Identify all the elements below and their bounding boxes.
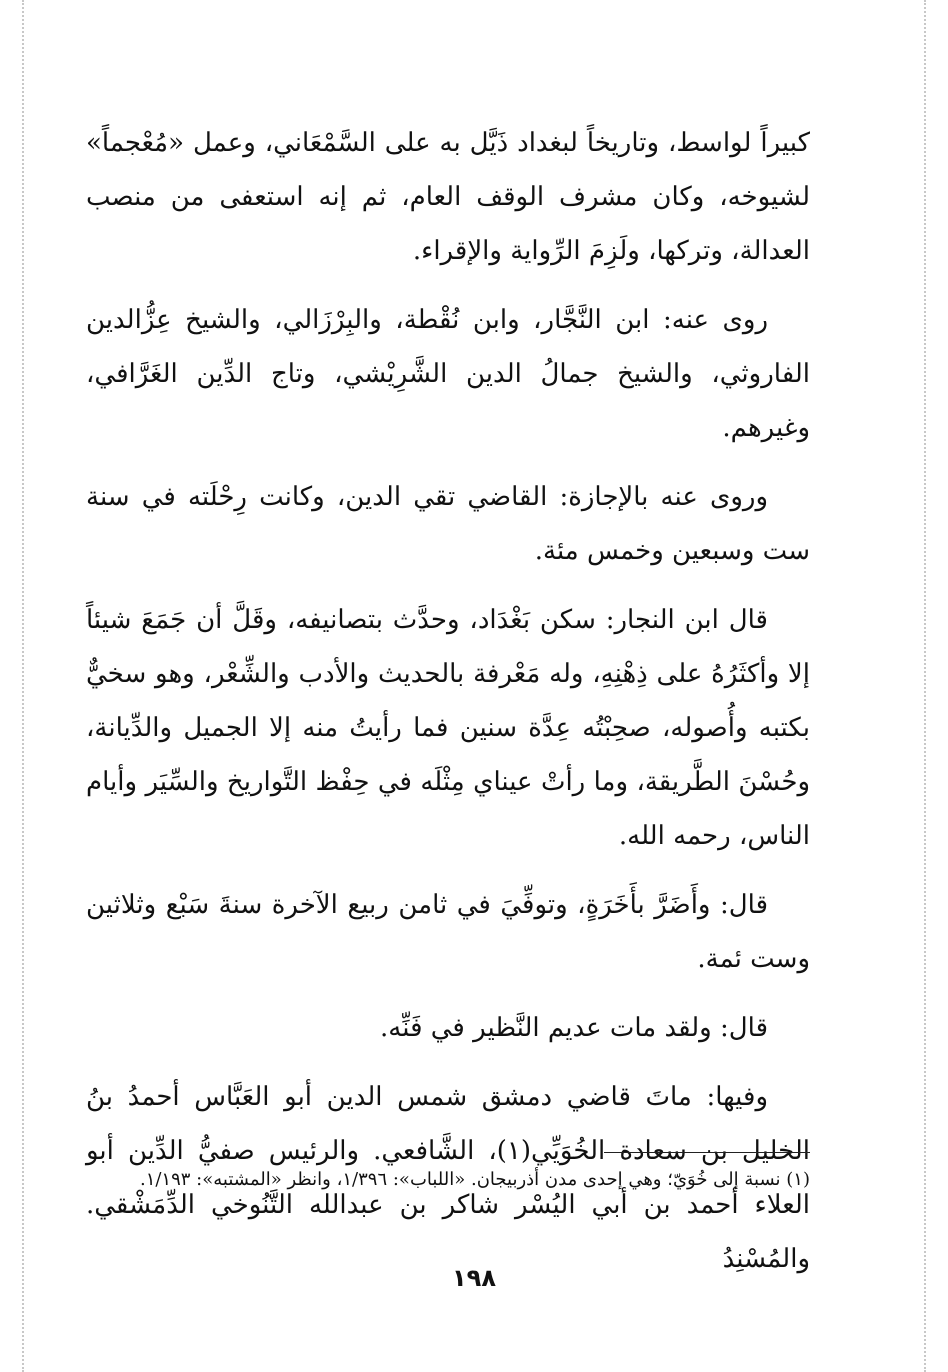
paragraph-2: روى عنه: ابن النَّجَّار، وابن نُقْطة، والبِرْزَالي، والشيخ عِزُّالدين الفاروثي، والشيخ جمالُ الدين الشَّرِيْشي، وتاج الدِّين الغَرَّافي، وغيرهم. [86, 305, 810, 443]
scan-margin-dots-left [22, 0, 24, 1372]
paragraph-6: قال: ولقد مات عديم النَّظير في فَنِّه. [380, 1013, 768, 1043]
footnote: (١) نسبة إلى خُوَيّ؛ وهي إحدى مدن أذربيجان. «اللباب»: ١/٣٩٦، وانظر «المشتبه»: ١/١٩٣. [139, 1169, 810, 1190]
footnote-separator [604, 1152, 810, 1153]
page-number: ١٩٨ [452, 1264, 496, 1292]
paragraph-3: وروى عنه بالإجازة: القاضي تقي الدين، وكانت رِحْلَته في سنة ست وسبعين وخمس مئة. [86, 482, 810, 566]
paragraph-5: قال: وأَضَرَّ بأَخَرَةٍ، وتوفِّيَ في ثامن ربيع الآخرة سنةَ سَبْع وثلاثين وست ئمة. [86, 890, 810, 974]
paragraph-4: قال ابن النجار: سكن بَغْدَاد، وحدَّث بتصانيفه، وقَلَّ أن جَمَعَ شيئاً إلا وأكثَرُهُ على ذِهْنِهِ، وله مَعْرفة بالحديث والأدب والشِّعْر، وهو سخيٌّ بكتبه وأُصوله، صحِبْتُه عِدَّة سنين فما رأيتُ منه إلا الجميل والدِّيانة، وحُسْنَ الطَّريقة، وما رأتْ عيناي مِثْلَه في حِفْظ التَّواريخ والسِّيَر وأيام الناس، رحمه الله. [86, 605, 810, 851]
scan-margin-dots-right [924, 0, 926, 1372]
paragraph-1: كبيراً لواسط، وتاريخاً لبغداد ذَيَّل به على السَّمْعَاني، وعمل «مُعْجماً» لشيوخه، وكان مشرف الوقف العام، ثم إنه استعفى من منصب العدالة، وتركها، ولَزِمَ الرِّواية والإقراء. [86, 128, 810, 266]
main-text [86, 116, 810, 1301]
paragraph-7: وفيها: ماتَ قاضي دمشق شمس الدين أبو العَبَّاس أحمدُ بنُ الخليل بن سعادة الخُوَيِّي(١)، الشَّافعي. والرئيس صفيُّ الدِّين أبو العلاء أحمد بن أبي اليُسْر شاكر بن عبدالله التَّنُوخي الدِّمَشْقي. والمُسْنِدُ [86, 1082, 810, 1274]
